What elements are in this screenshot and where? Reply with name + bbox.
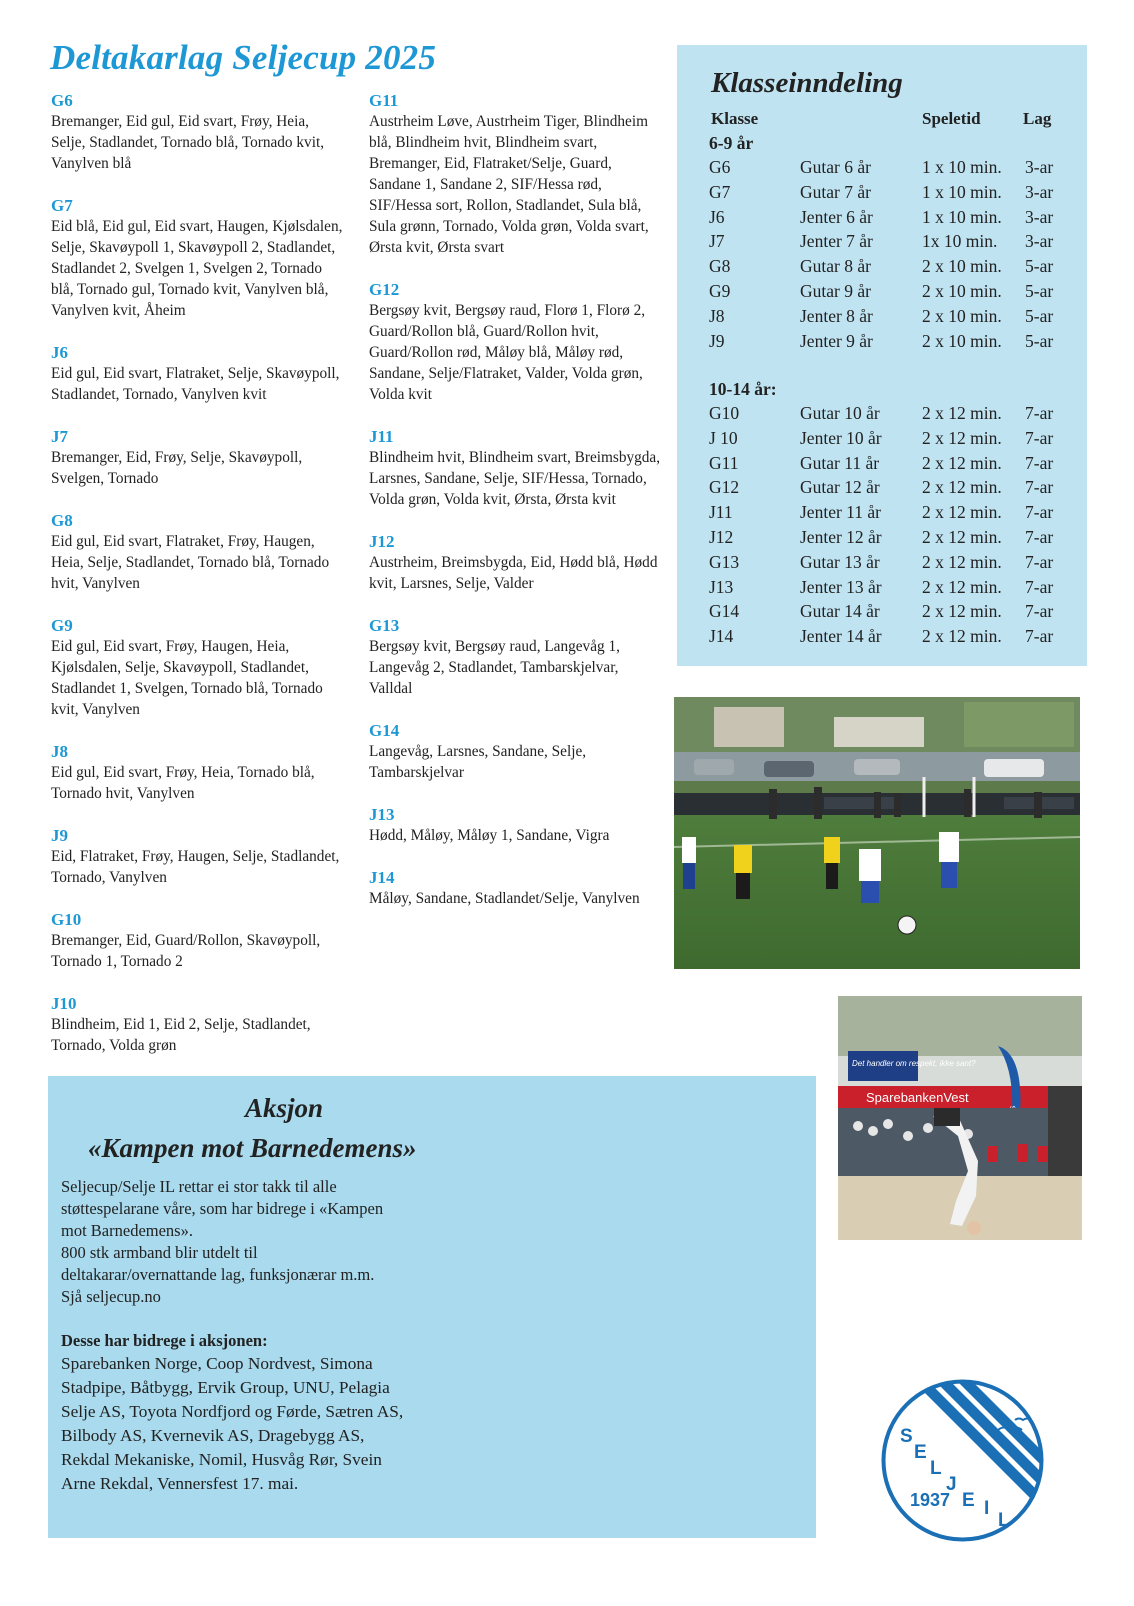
svg-text:I: I (984, 1498, 990, 1519)
group-code: G6 (51, 91, 73, 110)
class-team-size: 5-ar (1025, 330, 1054, 351)
team-group (369, 531, 664, 594)
team-group (369, 279, 664, 405)
group-code: G8 (51, 511, 73, 530)
class-row (709, 475, 1053, 500)
class-duration: 2 x 12 min. (922, 477, 1002, 498)
aksjon-paragraph: 800 stk armband blir utdelt til deltakarar/overnattande lag, funksjonærar m.m. (61, 1243, 375, 1284)
class-duration: 2 x 12 min. (922, 502, 1002, 523)
class-duration: 1 x 10 min. (922, 206, 1002, 227)
class-team-size: 5-ar (1025, 305, 1054, 326)
team-group (369, 720, 664, 783)
group-teams: Bergsøy kvit, Bergsøy raud, Langevåg 1, Langevåg 2, Stadlandet, Tambarskjelvar, Valldal (369, 638, 620, 697)
group-teams: Eid gul, Eid svart, Flatraket, Frøy, Haugen, Heia, Selje, Stadlandet, Tornado blå, Tornado hvit, Vanylven (51, 533, 330, 592)
svg-text:E: E (962, 1490, 975, 1511)
cartwheel-photo (838, 996, 1082, 1240)
team-list-column-2 (369, 90, 664, 930)
class-name: Jenter 8 år (800, 305, 873, 326)
class-team-size: 7-ar (1025, 626, 1054, 647)
team-group (369, 867, 664, 909)
class-row (709, 451, 1053, 476)
class-name: Jenter 13 år (800, 576, 882, 597)
class-row (709, 550, 1053, 575)
group-teams: Eid blå, Eid gul, Eid svart, Haugen, Kjølsdalen, Selje, Skavøypoll 1, Skavøypoll 2, Stadlandet, Stadlandet 2, Svelgen 1, Svelgen 2, Tornado blå, Tornado gul, Tornado kvit, Vanylven blå, Vanylven kvit, Åheim (51, 218, 343, 319)
class-name: Gutar 9 år (800, 280, 871, 301)
team-group (51, 741, 346, 804)
class-duration: 1x 10 min. (922, 231, 998, 252)
class-row (709, 180, 1053, 205)
class-code: G12 (709, 477, 740, 498)
class-team-size: 7-ar (1025, 452, 1054, 473)
class-code: J14 (709, 626, 734, 647)
group-code: G7 (51, 196, 73, 215)
class-code: G10 (709, 403, 740, 423)
class-team-size: 7-ar (1025, 551, 1054, 572)
banner-sponsor: SparebankenVest (866, 1090, 969, 1105)
class-team-size: 3-ar (1025, 231, 1054, 252)
svg-text:S: S (900, 1426, 913, 1447)
aksjon-paragraph: Seljecup/Selje IL rettar ei stor takk til alle støttespelarane våre, som har bidrege i «Kampen mot Barnedemens». (61, 1177, 384, 1240)
group-code: J8 (51, 742, 68, 761)
group-teams: Austrheim, Breimsbygda, Eid, Hødd blå, Hødd kvit, Larsnes, Selje, Valder (369, 554, 658, 592)
class-row (709, 304, 1053, 329)
class-code: G14 (709, 601, 740, 622)
group-teams: Austrheim Løve, Austrheim Tiger, Blindheim blå, Blindheim hvit, Blindheim svart, Bremanger, Eid, Flatraket/Selje, Guard, Sandane 1, Sandane 2, SIF/Hessa rød, SIF/Hessa sort, Rollon, Stadlandet, Sula blå, Sula grønn, Tornado, Volda grøn, Volda svart, Ørsta kvit, Ørsta svart (369, 113, 649, 256)
header-lag: Lag (1023, 109, 1052, 128)
selje-il-logo (880, 1378, 1045, 1543)
class-name: Jenter 14 år (800, 626, 882, 647)
group-code: J9 (51, 826, 68, 845)
class-code: G9 (709, 280, 731, 301)
class-duration: 2 x 12 min. (922, 576, 1002, 597)
group-teams: Eid gul, Eid svart, Frøy, Haugen, Heia, Kjølsdalen, Selje, Skavøypoll, Stadlandet, Stadlandet 1, Svelgen, Tornado blå, Tornado kvit, Vanylven (51, 638, 323, 718)
team-group (369, 90, 664, 258)
class-name: Jenter 6 år (800, 206, 873, 227)
class-name: Gutar 13 år (800, 551, 880, 572)
class-name: Gutar 6 år (800, 157, 871, 177)
svg-text:J: J (946, 1474, 957, 1495)
class-duration: 2 x 10 min. (922, 280, 1002, 301)
team-list-column-1 (51, 90, 346, 1077)
class-duration: 2 x 12 min. (922, 427, 1002, 448)
class-row (709, 205, 1053, 230)
class-duration: 2 x 12 min. (922, 626, 1002, 647)
class-team-size: 7-ar (1025, 403, 1054, 423)
group-teams: Eid gul, Eid svart, Flatraket, Selje, Skavøypoll, Stadlandet, Tornado, Vanylven kvit (51, 365, 340, 403)
class-team-size: 5-ar (1025, 280, 1054, 301)
team-group (369, 804, 664, 846)
class-code: G7 (709, 181, 731, 202)
group-code: J11 (369, 427, 394, 446)
klasseinndeling-title: Klasseinndeling (711, 67, 903, 99)
class-code: J6 (709, 206, 725, 227)
group-code: J6 (51, 343, 68, 362)
group-code: G12 (369, 280, 400, 299)
class-row (709, 500, 1053, 525)
age-group-label: 10-14 år: (709, 379, 777, 399)
class-name: Gutar 7 år (800, 181, 871, 202)
class-code: J 10 (709, 427, 738, 448)
class-name: Gutar 10 år (800, 403, 880, 423)
class-row (709, 155, 1053, 180)
class-code: J11 (709, 502, 733, 523)
class-name: Gutar 8 år (800, 256, 871, 277)
class-name: Gutar 14 år (800, 601, 880, 622)
class-duration: 1 x 10 min. (922, 181, 1002, 202)
aksjon-title (48, 1088, 816, 1168)
group-code: J12 (369, 532, 395, 551)
group-code: G10 (51, 910, 82, 929)
class-duration: 2 x 10 min. (922, 305, 1002, 326)
class-code: J12 (709, 526, 734, 547)
class-code: J8 (709, 305, 725, 326)
class-table-10-14 (709, 377, 1053, 649)
team-group (51, 993, 346, 1056)
group-teams: Bergsøy kvit, Bergsøy raud, Florø 1, Florø 2, Guard/Rollon blå, Guard/Rollon hvit, Guard/Rollon rød, Måløy blå, Måløy rød, Sandane, Selje/Flatraket, Valder, Volda grøn, Volda kvit (369, 302, 646, 403)
team-group (369, 615, 664, 699)
class-team-size: 7-ar (1025, 526, 1054, 547)
class-team-size: 7-ar (1025, 576, 1054, 597)
class-duration: 2 x 12 min. (922, 452, 1002, 473)
group-code: G14 (369, 721, 400, 740)
class-code: J13 (709, 576, 734, 597)
group-teams: Blindheim, Eid 1, Eid 2, Selje, Stadlandet, Tornado, Volda grøn (51, 1016, 311, 1054)
team-group (51, 615, 346, 720)
class-name: Jenter 10 år (800, 427, 882, 448)
class-code: G8 (709, 256, 731, 277)
group-code: G11 (369, 91, 399, 110)
class-code: G11 (709, 452, 739, 473)
football-match-photo (674, 697, 1080, 969)
svg-text:L: L (930, 1458, 942, 1479)
class-name: Jenter 9 år (800, 330, 873, 351)
group-teams: Eid gul, Eid svart, Frøy, Heia, Tornado blå, Tornado hvit, Vanylven (51, 764, 315, 802)
group-teams: Blindheim hvit, Blindheim svart, Breimsbygda, Larsnes, Sandane, Selje, SIF/Hessa, Tornado, Volda grøn, Volda kvit, Ørsta, Ørsta kvit (369, 449, 661, 508)
class-team-size: 7-ar (1025, 601, 1054, 622)
team-group (51, 909, 346, 972)
contributors-heading: Desse har bidrege i aksjonen: (61, 1331, 268, 1350)
class-duration: 2 x 12 min. (922, 601, 1002, 622)
class-duration: 2 x 10 min. (922, 256, 1002, 277)
class-duration: 2 x 12 min. (922, 526, 1002, 547)
age-group-label: 6-9 år (709, 133, 754, 153)
aksjon-box (48, 1076, 816, 1538)
class-code: G13 (709, 551, 740, 572)
klasseinndeling-box (677, 45, 1087, 666)
group-teams: Bremanger, Eid, Frøy, Selje, Skavøypoll, Svelgen, Tornado (51, 449, 303, 487)
class-code: G6 (709, 157, 731, 177)
header-speletid: Speletid (922, 109, 981, 128)
group-code: J10 (51, 994, 77, 1013)
class-table-6-9 (709, 131, 1053, 353)
aksjon-body (61, 1176, 411, 1496)
class-row (709, 229, 1053, 254)
team-group (51, 510, 346, 594)
class-code: J9 (709, 330, 725, 351)
class-row (709, 329, 1053, 354)
aksjon-title-line2: «Kampen mot Barnedemens» (88, 1133, 417, 1163)
aksjon-title-line1: Aksjon (245, 1093, 324, 1123)
class-name: Gutar 12 år (800, 477, 880, 498)
class-rows (709, 155, 1053, 353)
class-row (709, 525, 1053, 550)
svg-text:1937: 1937 (910, 1490, 951, 1510)
class-team-size: 3-ar (1025, 181, 1054, 202)
class-row (709, 254, 1053, 279)
group-code: J13 (369, 805, 395, 824)
class-rows (709, 401, 1053, 649)
team-group (51, 342, 346, 405)
group-teams: Bremanger, Eid gul, Eid svart, Frøy, Heia, Selje, Stadlandet, Tornado blå, Tornado kvit, Vanylven blå (51, 113, 325, 172)
group-code: G9 (51, 616, 73, 635)
svg-text:E: E (914, 1442, 927, 1463)
class-name: Jenter 11 år (800, 502, 881, 523)
class-team-size: 3-ar (1025, 157, 1054, 177)
team-group (51, 195, 346, 321)
class-row (709, 279, 1053, 304)
class-name: Jenter 7 år (800, 231, 873, 252)
group-teams: Langevåg, Larsnes, Sandane, Selje, Tambarskjelvar (369, 743, 587, 781)
class-row (709, 401, 1053, 426)
class-duration: 2 x 12 min. (922, 551, 1002, 572)
class-name: Gutar 11 år (800, 452, 880, 473)
page-title: Deltakarlag Seljecup 2025 (50, 38, 437, 77)
team-group (51, 426, 346, 489)
team-group (369, 426, 664, 510)
class-duration: 1 x 10 min. (922, 157, 1002, 177)
class-code: J7 (709, 231, 725, 252)
class-team-size: 3-ar (1025, 206, 1054, 227)
class-team-size: 7-ar (1025, 477, 1054, 498)
group-code: G13 (369, 616, 400, 635)
group-teams: Eid, Flatraket, Frøy, Haugen, Selje, Stadlandet, Tornado, Vanylven (51, 848, 340, 886)
class-name: Jenter 12 år (800, 526, 882, 547)
class-row (709, 426, 1053, 451)
header-klasse: Klasse (711, 109, 759, 128)
class-team-size: 7-ar (1025, 427, 1054, 448)
class-team-size: 5-ar (1025, 256, 1054, 277)
group-teams: Hødd, Måløy, Måløy 1, Sandane, Vigra (369, 827, 610, 844)
svg-text:L: L (998, 1510, 1010, 1531)
group-code: J7 (51, 427, 68, 446)
class-duration: 2 x 12 min. (922, 403, 1002, 423)
class-row (709, 599, 1053, 624)
class-team-size: 7-ar (1025, 502, 1054, 523)
group-teams: Bremanger, Eid, Guard/Rollon, Skavøypoll, Tornado 1, Tornado 2 (51, 932, 321, 970)
aksjon-link-text: Sjå seljecup.no (61, 1287, 161, 1306)
class-duration: 2 x 10 min. (922, 330, 1002, 351)
class-row (709, 624, 1053, 649)
class-row (709, 575, 1053, 600)
team-group (51, 825, 346, 888)
team-group (51, 90, 346, 174)
group-code: J14 (369, 868, 395, 887)
group-teams: Måløy, Sandane, Stadlandet/Selje, Vanylven (369, 890, 640, 907)
contributors-list: Sparebanken Norge, Coop Nordvest, Simona Stadpipe, Båtbygg, Ervik Group, UNU, Pelagia Selje AS, Toyota Nordfjord og Førde, Sætren AS, Bilbody AS, Kvernevik AS, Dragebygg AS, Rekdal Mekaniske, Nomil, Husvåg Rør, Svein Arne Rekdal, Vennersfest 17. mai. (61, 1354, 404, 1493)
banner-slogan: Det handler om respekt, ikke sant? (852, 1059, 976, 1068)
